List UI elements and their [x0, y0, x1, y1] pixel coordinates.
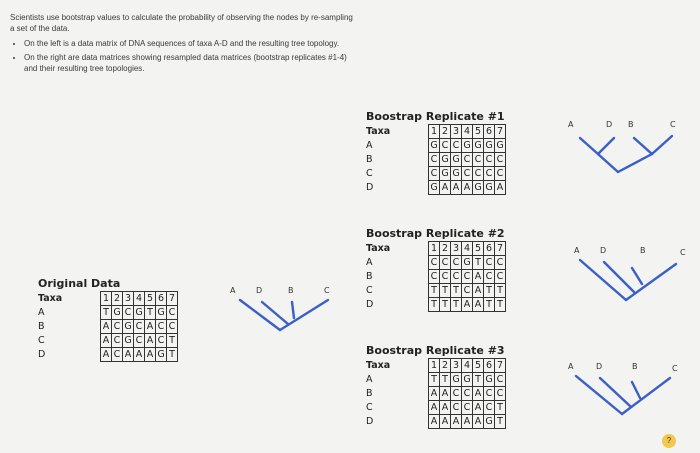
column-number: 1 [101, 292, 112, 306]
nucleotide-cell: G [463, 140, 471, 151]
tree-label: C [680, 248, 686, 257]
nucleotide-cell: G [452, 374, 460, 385]
nucleotide-cell: C [495, 387, 506, 401]
nucleotide-cell: C [484, 270, 495, 284]
nucleotide-cell: T [167, 334, 178, 348]
nucleotide-cell: C [451, 270, 462, 284]
original-tree [228, 284, 346, 336]
matrix-header-row [366, 242, 506, 256]
tree-branch [240, 300, 280, 330]
nucleotide-cell: A [451, 181, 462, 195]
nucleotide-cell: G [474, 140, 482, 151]
nucleotide-cell: G [474, 182, 482, 193]
table-row [366, 139, 506, 153]
replicate-2-matrix [366, 241, 506, 312]
nucleotide-cell: A [462, 415, 473, 429]
nucleotide-cell: G [485, 374, 493, 385]
taxon-label: C [366, 402, 373, 413]
tree-branch [600, 378, 630, 406]
nucleotide-cell: C [484, 256, 495, 270]
nucleotide-cell: C [495, 270, 506, 284]
nucleotide-cell: C [451, 139, 462, 153]
column-number: 3 [123, 292, 134, 306]
tree-label: B [632, 362, 638, 371]
nucleotide-cell: C [462, 153, 473, 167]
nucleotide-cell: G [135, 307, 143, 318]
taxon-label: C [366, 168, 373, 179]
original-data-title: Original Data [38, 277, 121, 290]
nucleotide-cell: G [441, 154, 449, 165]
nucleotide-cell: G [113, 307, 121, 318]
tree-branch [576, 376, 622, 414]
nucleotide-cell: C [429, 167, 440, 181]
nucleotide-cell: C [156, 320, 167, 334]
nucleotide-cell: C [484, 153, 495, 167]
replicate-3-panel [366, 344, 506, 429]
nucleotide-cell: A [473, 270, 484, 284]
table-row [38, 306, 178, 320]
column-number: 5 [473, 125, 484, 139]
taxon-label: A [366, 257, 373, 268]
nucleotide-cell: C [429, 153, 440, 167]
nucleotide-cell: C [112, 320, 123, 334]
table-row [366, 270, 506, 284]
intro-bullet: • On the right are data matrices showing resampled data matrices (bootstrap replicates #1-4) and their resulting tree topologies. [24, 52, 355, 74]
replicate-3-matrix [366, 358, 506, 429]
taxon-label: B [366, 388, 373, 399]
nucleotide-cell: G [157, 349, 165, 360]
column-number: 2 [440, 359, 451, 373]
nucleotide-cell: C [451, 387, 462, 401]
intro-bullet: • On the left is a data matrix of DNA sequences of taxa A-D and the resulting tree topology. [24, 38, 355, 49]
nucleotide-cell: C [134, 334, 145, 348]
tree-branch [622, 378, 670, 414]
nucleotide-cell: A [473, 284, 484, 298]
nucleotide-cell: A [451, 415, 462, 429]
nucleotide-cell: T [484, 298, 495, 312]
tree-branch [598, 138, 614, 154]
nucleotide-cell: C [429, 256, 440, 270]
nucleotide-cell: T [484, 284, 495, 298]
tree-label: C [324, 286, 330, 295]
nucleotide-cell: T [495, 415, 506, 429]
replicate-2-title: Boostrap Replicate #2 [366, 227, 505, 240]
nucleotide-cell: C [462, 167, 473, 181]
nucleotide-cell: A [440, 415, 451, 429]
nucleotide-cell: C [440, 270, 451, 284]
taxon-label: D [366, 299, 374, 310]
nucleotide-cell: A [440, 401, 451, 415]
table-row [366, 153, 506, 167]
column-number: 2 [440, 125, 451, 139]
replicate-2-tree [570, 244, 692, 306]
nucleotide-cell: C [123, 306, 134, 320]
nucleotide-cell: A [101, 320, 112, 334]
nucleotide-cell: G [124, 335, 132, 346]
table-row [38, 320, 178, 334]
column-number: 7 [495, 242, 506, 256]
column-number: 7 [495, 359, 506, 373]
table-row [366, 415, 506, 429]
nucleotide-cell: C [484, 387, 495, 401]
taxon-label: D [366, 416, 374, 427]
nucleotide-cell: C [495, 373, 506, 387]
nucleotide-cell: G [463, 374, 471, 385]
replicate-1-matrix [366, 124, 506, 195]
nucleotide-cell: T [440, 298, 451, 312]
nucleotide-cell: T [429, 373, 440, 387]
nucleotide-cell: T [495, 284, 506, 298]
column-number: 6 [484, 242, 495, 256]
tree-label: C [672, 364, 678, 373]
nucleotide-cell: G [430, 182, 438, 193]
nucleotide-cell: A [495, 181, 506, 195]
nucleotide-cell: A [429, 415, 440, 429]
taxa-header: Taxa [366, 360, 391, 371]
nucleotide-cell: G [463, 257, 471, 268]
replicate-3-tree [566, 360, 686, 420]
nucleotide-cell: T [429, 284, 440, 298]
nucleotide-cell: C [462, 387, 473, 401]
tree-branch [604, 262, 634, 292]
intro-bullets [10, 38, 355, 74]
taxa-header: Taxa [38, 293, 63, 304]
nucleotide-cell: G [485, 416, 493, 427]
column-number: 5 [473, 242, 484, 256]
column-number: 6 [484, 125, 495, 139]
nucleotide-cell: C [429, 270, 440, 284]
matrix-header-row [366, 125, 506, 139]
replicate-3-title: Boostrap Replicate #3 [366, 344, 505, 357]
tree-branch [292, 302, 294, 318]
taxon-label: C [366, 285, 373, 296]
column-number: 2 [112, 292, 123, 306]
table-row [366, 298, 506, 312]
nucleotide-cell: G [485, 140, 493, 151]
nucleotide-cell: C [167, 306, 178, 320]
nucleotide-cell: G [430, 140, 438, 151]
nucleotide-cell: C [495, 153, 506, 167]
nucleotide-cell: G [496, 140, 504, 151]
nucleotide-cell: A [462, 298, 473, 312]
nucleotide-cell: G [441, 168, 449, 179]
nucleotide-cell: T [495, 401, 506, 415]
column-number: 5 [145, 292, 156, 306]
tree-branch [652, 136, 672, 154]
nucleotide-cell: C [462, 284, 473, 298]
nucleotide-cell: A [462, 181, 473, 195]
column-number: 3 [451, 125, 462, 139]
nucleotide-cell: T [451, 298, 462, 312]
nucleotide-cell: C [473, 167, 484, 181]
column-number: 1 [429, 125, 440, 139]
table-row [366, 401, 506, 415]
tree-label: D [606, 120, 613, 129]
tree-branch [632, 382, 640, 398]
taxon-label: C [38, 335, 45, 346]
nucleotide-cell: T [440, 373, 451, 387]
tree-label: A [230, 286, 236, 295]
nucleotide-cell: T [451, 284, 462, 298]
column-number: 1 [429, 242, 440, 256]
nucleotide-cell: A [429, 387, 440, 401]
nucleotide-cell: T [495, 298, 506, 312]
taxon-label: D [366, 182, 374, 193]
replicate-1-title: Boostrap Replicate #1 [366, 110, 505, 123]
nucleotide-cell: C [156, 334, 167, 348]
tree-branch [580, 138, 598, 154]
tree-branch [632, 268, 642, 284]
nucleotide-cell: A [473, 387, 484, 401]
column-number: 1 [429, 359, 440, 373]
nucleotide-cell: G [157, 307, 165, 318]
tree-label: D [256, 286, 263, 295]
nucleotide-cell: C [484, 167, 495, 181]
tree-label: D [596, 362, 603, 371]
nucleotide-cell: C [495, 256, 506, 270]
column-number: 4 [134, 292, 145, 306]
column-number: 7 [495, 125, 506, 139]
nucleotide-cell: C [484, 401, 495, 415]
column-number: 3 [451, 242, 462, 256]
nucleotide-cell: A [473, 415, 484, 429]
nucleotide-cell: A [101, 348, 112, 362]
nucleotide-cell: A [473, 401, 484, 415]
replicate-1-tree [562, 118, 684, 178]
help-icon[interactable]: ? [662, 434, 676, 448]
column-number: 3 [451, 359, 462, 373]
tree-branch [580, 260, 626, 300]
tree-label: A [568, 120, 574, 129]
original-data-panel [38, 277, 178, 362]
nucleotide-cell: C [473, 153, 484, 167]
tree-label: D [600, 246, 607, 255]
nucleotide-cell: A [473, 298, 484, 312]
tree-label: C [670, 120, 676, 129]
taxa-header: Taxa [366, 243, 391, 254]
nucleotide-cell: C [495, 167, 506, 181]
taxa-header: Taxa [366, 126, 391, 137]
tree-branch [618, 154, 652, 172]
nucleotide-cell: C [462, 401, 473, 415]
taxon-label: B [38, 321, 45, 332]
nucleotide-cell: G [485, 182, 493, 193]
nucleotide-cell: A [429, 401, 440, 415]
nucleotide-cell: A [145, 320, 156, 334]
nucleotide-cell: C [462, 270, 473, 284]
tree-branch [634, 138, 652, 154]
nucleotide-cell: A [134, 348, 145, 362]
nucleotide-cell: T [473, 256, 484, 270]
tree-label: B [640, 246, 646, 255]
table-row [366, 167, 506, 181]
nucleotide-cell: A [123, 348, 134, 362]
nucleotide-cell: T [145, 306, 156, 320]
table-row [366, 387, 506, 401]
table-row [38, 334, 178, 348]
nucleotide-cell: C [451, 401, 462, 415]
nucleotide-cell: T [167, 348, 178, 362]
matrix-header-row [38, 292, 178, 306]
replicate-1-panel [366, 110, 506, 195]
taxon-label: B [366, 271, 373, 282]
nucleotide-cell: C [451, 256, 462, 270]
tree-branch [280, 300, 328, 330]
matrix-header-row [366, 359, 506, 373]
column-number: 4 [462, 359, 473, 373]
nucleotide-cell: G [124, 321, 132, 332]
column-number: 7 [167, 292, 178, 306]
nucleotide-cell: C [112, 334, 123, 348]
nucleotide-cell: C [440, 139, 451, 153]
column-number: 6 [484, 359, 495, 373]
tree-label: A [574, 246, 580, 255]
taxon-label: A [366, 140, 373, 151]
nucleotide-cell: C [134, 320, 145, 334]
taxon-label: A [366, 374, 373, 385]
nucleotide-cell: G [452, 168, 460, 179]
taxon-label: D [38, 349, 46, 360]
nucleotide-cell: G [452, 154, 460, 165]
nucleotide-cell: A [440, 181, 451, 195]
original-data-matrix [38, 291, 178, 362]
nucleotide-cell: C [112, 348, 123, 362]
nucleotide-cell: A [145, 348, 156, 362]
replicate-2-panel [366, 227, 506, 312]
intro-text [10, 12, 355, 77]
nucleotide-cell: T [440, 284, 451, 298]
table-row [38, 348, 178, 362]
taxon-label: A [38, 307, 45, 318]
column-number: 4 [462, 242, 473, 256]
tree-branch [598, 154, 618, 172]
nucleotide-cell: T [101, 306, 112, 320]
nucleotide-cell: C [440, 256, 451, 270]
tree-label: B [628, 120, 634, 129]
nucleotide-cell: T [429, 298, 440, 312]
column-number: 4 [462, 125, 473, 139]
table-row [366, 373, 506, 387]
column-number: 6 [156, 292, 167, 306]
nucleotide-cell: A [145, 334, 156, 348]
column-number: 5 [473, 359, 484, 373]
table-row [366, 284, 506, 298]
nucleotide-cell: A [440, 387, 451, 401]
nucleotide-cell: A [101, 334, 112, 348]
nucleotide-cell: T [473, 373, 484, 387]
intro-paragraph: Scientists use bootstrap values to calculate the probability of observing the nodes by re-sampling a set of the data. [10, 13, 353, 33]
taxon-label: B [366, 154, 373, 165]
table-row [366, 256, 506, 270]
nucleotide-cell: C [167, 320, 178, 334]
tree-label: A [568, 362, 574, 371]
column-number: 2 [440, 242, 451, 256]
table-row [366, 181, 506, 195]
tree-label: B [288, 286, 294, 295]
